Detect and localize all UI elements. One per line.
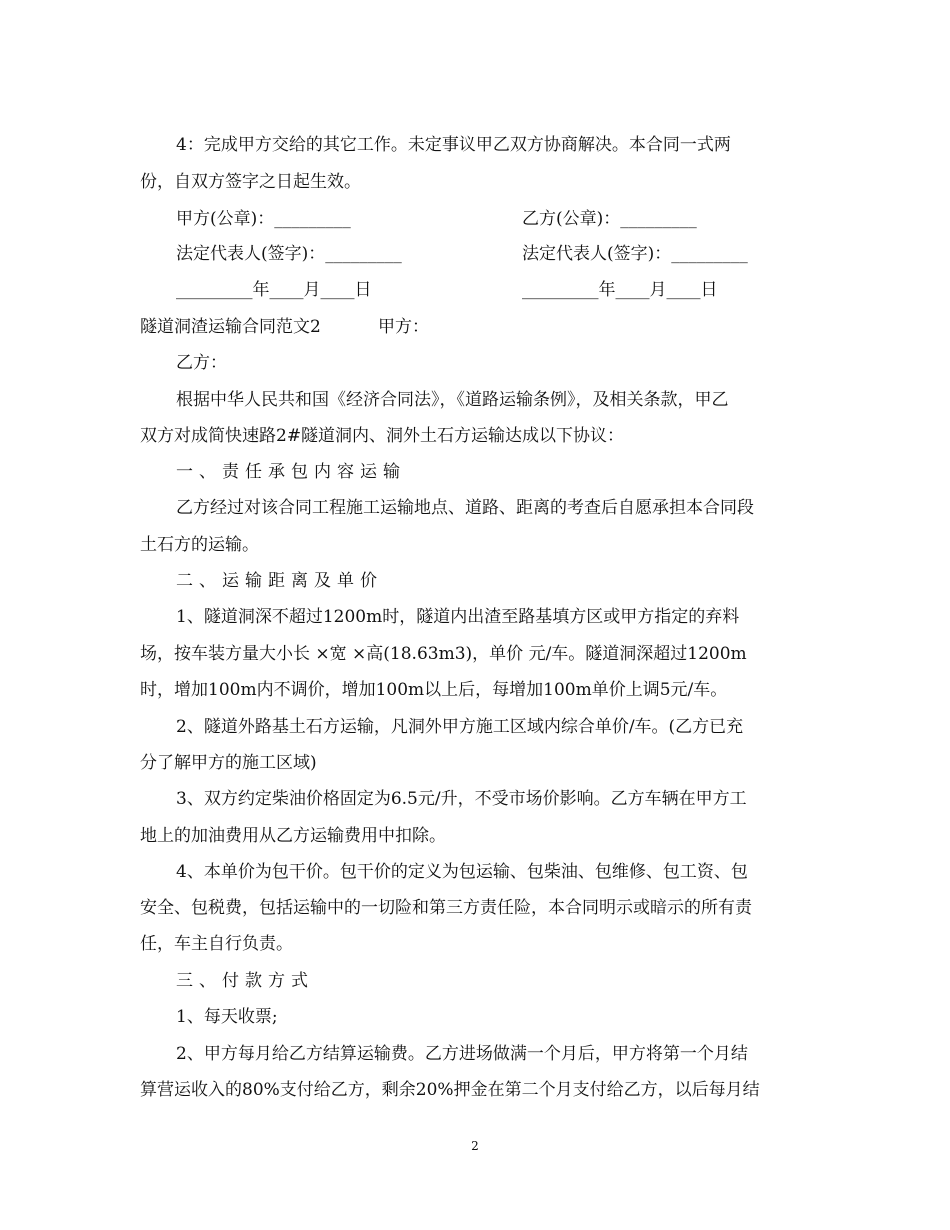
section-heading: 三、付款方式 [176,971,314,991]
party-a-seal: 甲方(公章)：_________ [176,209,351,229]
paragraph-line: 土石方的运输。 [140,535,259,555]
paragraph-line: 1、隧道洞深不超过1200m时，隧道内出渣至路基填方区或甲方指定的弃料 [176,607,740,627]
section-heading: 二、运输距离及单价 [176,571,383,591]
party-a-date: _________年____月____日 [176,280,372,300]
party-b-date: _________年____月____日 [522,280,718,300]
paragraph-line: 场，按车装方量大小长 ×宽 ×高(18.63m3)，单价 元/车。隧道洞深超过1200m [140,644,747,664]
section-heading: 一、责任承包内容运输 [176,462,406,482]
paragraph-line: 地上的加油费用从乙方运输费用中扣除。 [140,826,446,846]
paragraph-line: 根据中华人民共和国《经济合同法》，《道路运输条例》，及相关条款，甲乙 [176,390,729,410]
paragraph-line: 份，自双方签字之日起生效。 [140,172,361,192]
page-number: 2 [471,1139,479,1153]
paragraph-line: 4：完成甲方交给的其它工作。未定事议甲乙双方协商解决。本合同一式两 [176,135,731,155]
paragraph-line: 时，增加100m内不调价，增加100m以上后，每增加100m单价上调5元/车。 [140,680,728,700]
party-b-seal: 乙方(公章)：_________ [522,209,697,229]
paragraph-line: 1、每天收票; [176,1007,278,1027]
paragraph-line: 4、本单价为包干价。包干价的定义为包运输、包柴油、包维修、包工资、包 [176,862,748,882]
paragraph-line: 双方对成简快速路2#隧道洞内、洞外土石方运输达成以下协议： [140,426,625,446]
party-a-representative: 法定代表人(签字)：_________ [176,244,402,264]
paragraph-line: 乙方经过对该合同工程施工运输地点、道路、距离的考查后自愿承担本合同段 [176,498,754,518]
paragraph-line: 3、双方约定柴油价格固定为6.5元/升，不受市场价影响。乙方车辆在甲方工 [176,789,747,809]
paragraph-line: 算营运收入的80%支付给乙方，剩余20%押金在第二个月支付给乙方，以后每月结 [140,1080,760,1100]
contract-title: 隧道洞渣运输合同范文2 [140,317,321,337]
paragraph-line: 任，车主自行负责。 [140,934,293,954]
party-b-representative: 法定代表人(签字)：_________ [522,244,748,264]
paragraph-line: 2、隧道外路基土石方运输，凡洞外甲方施工区域内综合单价/车。(乙方已充 [176,717,744,737]
paragraph-line: 分了解甲方的施工区域) [140,753,317,773]
party-b-label: 乙方： [176,353,227,373]
party-a-label: 甲方： [378,317,429,337]
paragraph-line: 2、甲方每月给乙方结算运输费。乙方进场做满一个月后，甲方将第一个月结 [176,1044,748,1064]
paragraph-line: 安全、包税费，包括运输中的一切险和第三方责任险，本合同明示或暗示的所有责 [140,898,752,918]
